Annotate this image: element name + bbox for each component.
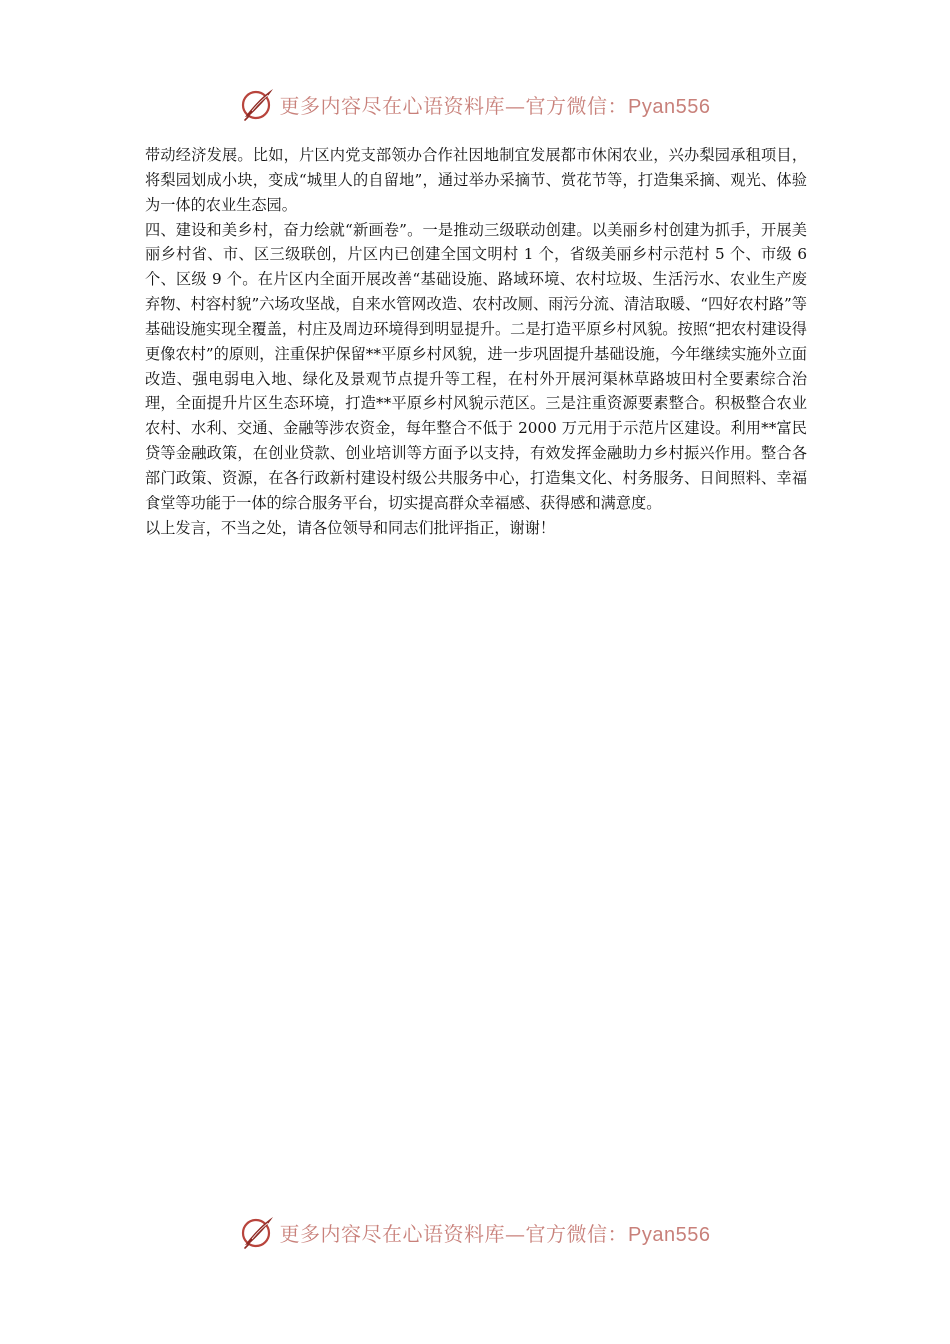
quill-pen-logo-icon <box>240 1214 276 1250</box>
paragraph-2: 四、建设和美乡村，奋力绘就“新画卷”。一是推动三级联动创建。以美丽乡村创建为抓手，开展美丽乡村省、市、区三级联创，片区内已创建全国文明村 1 个，省级美丽乡村示范村 5 个、市级 6 个、区级 9 个。在片区内全面开展改善“基础设施、路域环境、农村垃圾、生活污水、农业生产废弃物、村容村貌”六场攻坚战，自来水管网改造、农村改厕、雨污分流、清洁取暖、“四好农村路”等基础设施实现全覆盖，村庄及周边环境得到明显提升。二是打造平原乡村风貌。按照“把农村建设得更像农村”的原则，注重保护保留**平原乡村风貌，进一步巩固提升基础设施，今年继续实施外立面改造、强电弱电入地、绿化及景观节点提升等工程，在村外开展河渠林草路坡田村全要素综合治理，全面提升片区生态环境，打造**平原乡村风貌示范区。三是注重资源要素整合。积极整合农业农村、水利、交通、金融等涉农资金，每年整合不低于 2000 万元用于示范片区建设。利用**富民贷等金融政策，在创业贷款、创业培训等方面予以支持，有效发挥金融助力乡村振兴作用。整合各部门政策、资源，在各行政新村建设村级公共服务中心，打造集文化、村务服务、日间照料、幸福食堂等功能于一体的综合服务平台，切实提高群众幸福感、获得感和满意度。 <box>145 220 807 512</box>
quill-pen-logo-icon <box>240 86 276 122</box>
document-body <box>145 143 807 541</box>
banner-wechat-id: Pyan556 <box>628 95 711 118</box>
paragraph-1: 带动经济发展。比如，片区内党支部领办合作社因地制宜发展都市休闲农业，兴办梨园承租项目，将梨园划成小块，变成“城里人的自留地”，通过举办采摘节、赏花节等，打造集采摘、观光、体验为一体的农业生态园。 <box>145 146 807 214</box>
paragraph-3: 以上发言，不当之处，请各位领导和同志们批评指正，谢谢！ <box>145 518 556 537</box>
footer-watermark-banner <box>0 1210 950 1254</box>
banner-wechat-id: Pyan556 <box>628 1223 711 1246</box>
header-watermark-banner <box>0 82 950 126</box>
banner-text: 更多内容尽在心语资料库—官方微信： <box>279 1221 629 1246</box>
banner-text: 更多内容尽在心语资料库—官方微信： <box>279 93 629 118</box>
